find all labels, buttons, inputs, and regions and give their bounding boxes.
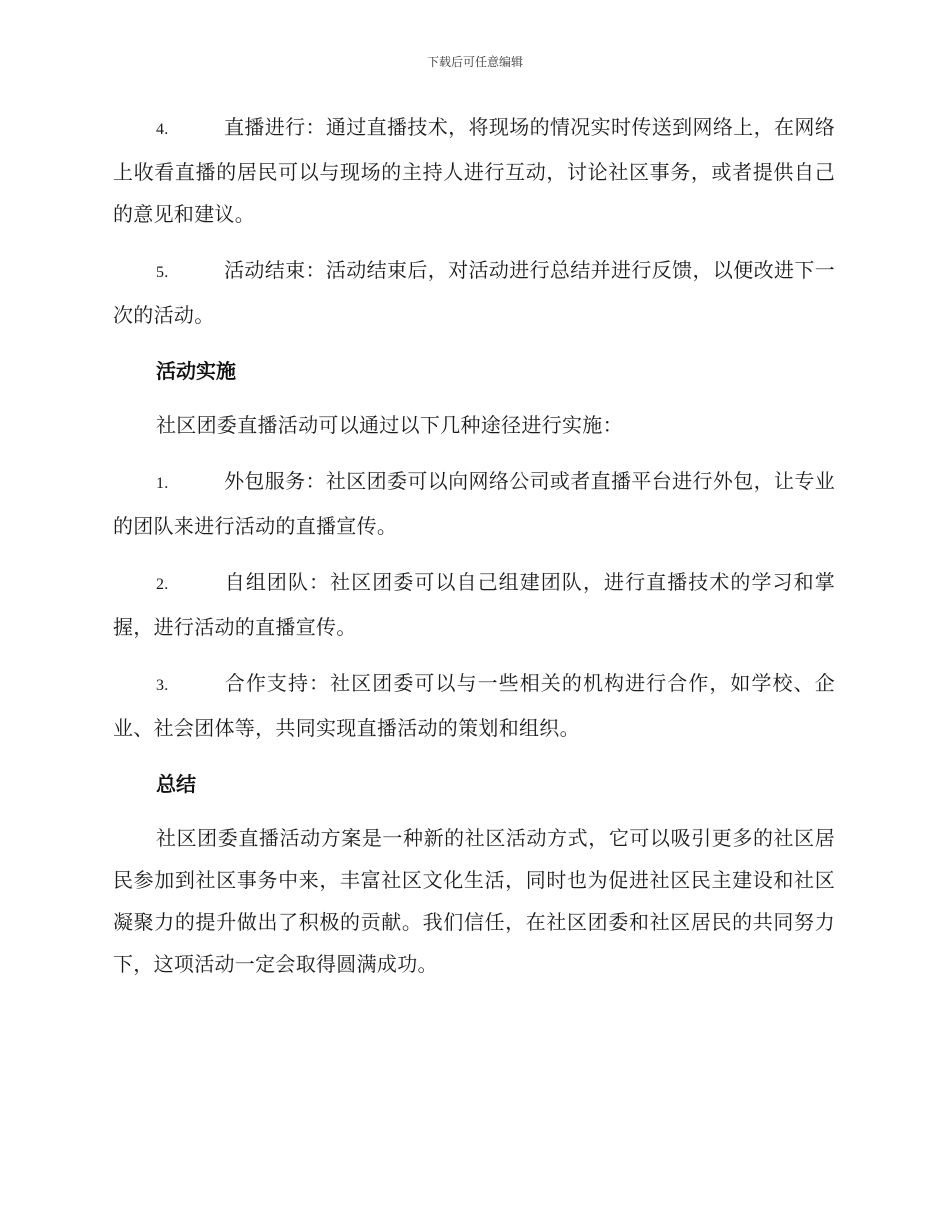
list-item-4 xyxy=(113,106,835,235)
list-item-2 xyxy=(113,561,835,648)
paragraph-summary: 社区团委直播活动方案是一种新的社区活动方式，它可以吸引更多的社区居民参加到社区事务中来，丰富社区文化生活，同时也为促进社区民主建设和社区凝聚力的提升做出了积极的贡献。我们信任，在社区团委和社区居民的共同努力下，这项活动一定会取得圆满成功。 xyxy=(113,826,835,976)
list-text: 自组团队：社区团委可以自己组建团队，进行直播技术的学习和掌握，进行活动的直播宣传。 xyxy=(113,570,835,639)
list-text: 合作支持：社区团委可以与一些相关的机构进行合作，如学校、企业、社会团体等，共同实现直播活动的策划和组织。 xyxy=(113,671,835,740)
list-text: 活动结束：活动结束后，对活动进行总结并进行反馈，以便改进下一次的活动。 xyxy=(113,258,835,327)
header-note: 下载后可任意编辑 xyxy=(426,55,523,69)
list-number: 5. xyxy=(156,264,169,281)
list-text: 外包服务：社区团委可以向网络公司或者直播平台进行外包，让专业的团队来进行活动的直播宣传。 xyxy=(113,469,835,538)
list-number: 4. xyxy=(156,121,169,138)
section-heading-summary: 总结 xyxy=(156,772,196,796)
paragraph-intro: 社区团委直播活动可以通过以下几种途径进行实施： xyxy=(156,413,623,437)
list-number: 1. xyxy=(156,475,169,492)
list-text: 直播进行：通过直播技术，将现场的情况实时传送到网络上，在网络上收看直播的居民可以与现场的主持人进行互动，讨论社区事务，或者提供自己的意见和建议。 xyxy=(113,115,835,226)
document-body xyxy=(113,106,835,999)
list-item-5 xyxy=(113,249,835,336)
list-number: 2. xyxy=(156,576,169,593)
section-heading-implementation: 活动实施 xyxy=(156,359,236,383)
list-number: 3. xyxy=(156,677,169,694)
list-item-1 xyxy=(113,460,835,547)
list-item-3 xyxy=(113,662,835,749)
